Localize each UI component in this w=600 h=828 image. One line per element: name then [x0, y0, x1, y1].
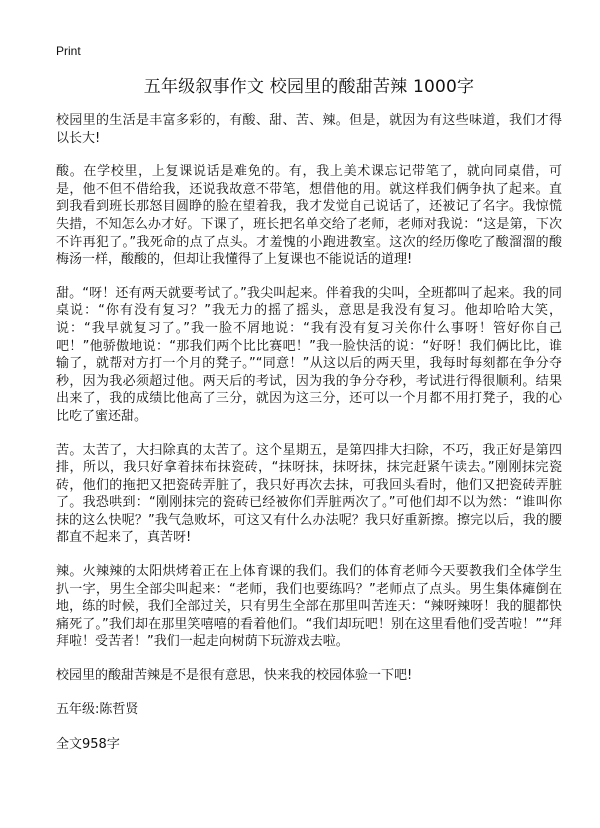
author-line: 五年级:陈哲贤 [56, 701, 139, 717]
word-count: 全文958字 [56, 736, 120, 752]
paragraph-intro: 校园里的生活是丰富多彩的，有酸、甜、苦、辣。但是，就因为有这些味道，我们才得以长大! [56, 113, 562, 146]
paragraph-conclusion: 校园里的酸甜苦辣是不是很有意思，快来我的校园体验一下吧! [56, 668, 413, 684]
article-title: 五年级叙事作文 校园里的酸甜苦辣 1000字 [143, 77, 475, 97]
paragraph-sour: 酸。在学校里，上复课说话是难免的。有，我上美术课忘记带笔了，就向同桌借，可是，他不但不借给我，还说我故意不带笔，想借他的用。就这样我们俩争执了起来。直到我看到班长那怒目圆睁的脸在望着我，我才发觉自己说话了，还被记了名字。我惊慌失措，不知怎么办才好。下课了，班长把名单交给了老师，老师对我说：“这是第，下次不许再犯了。”我死命的点了点头。才羞愧的小跑进教室。这次的经历像吃了酸溜溜的酸梅汤一样，酸酸的，但却让我懂得了上复课也不能说话的道理! [56, 164, 562, 268]
paragraph-bitter: 苦。太苦了，大扫除真的太苦了。这个星期五，是第四排大扫除，不巧，我正好是第四排，所以，我只好拿着抹布抹瓷砖，“抹呀抹，抹呀抹，抹完赶紧午读去。”刚刚抹完瓷砖，他们的拖把又把瓷砖弄脏了，我只好再次去抹，可我回头看时，他们又把瓷砖弄脏了。我恐哄到：“刚刚抹完的瓷砖已经被你们弄脏两次了。”可他们却不以为然：“谁叫你抹的这么快呢？”我气急败坏，可这又有什么办法呢？我只好重新擦。擦完以后，我的腰都直不起来了，真苦呀! [56, 442, 562, 546]
paragraph-spicy: 辣。火辣辣的太阳烘烤着正在上体育课的我们。我们的体育老师今天要教我们全体学生扒一字，男生全部尖叫起来：“老师，我们也要练吗？”老师点了点头。男生集体瘫倒在地，练的时候，我们全部过关，只有男生全部在那里叫苦连天：“辣呀辣呀！我的腿都快痛死了。”我们却在那里笑嘻嘻的看着他们。“我们却玩吧！别在这里看他们受苦啦！”“拜拜啦！受苦者！”我们一起走向树荫下玩游戏去啦。 [56, 564, 562, 650]
paragraph-sweet: 甜。“呀！还有两天就要考试了。”我尖叫起来。伴着我的尖叫，全班都叫了起来。我的同桌说：“你有没有复习？”我无力的摇了摇头，意思是我没有复习。他却哈哈大笑，说：“我早就复习了。”我一脸不屑地说：“我有没有复习关你什么事呀！管好你自己吧！”他骄傲地说：“那我们两个比比赛吧！”我一脸快活的说：“好呀！我们俩比比，谁输了，就帮对方打一个月的凳子。”“同意！”从这以后的两天里，我每时每刻都在争分夺秒，因为我必须超过他。两天后的考试，因为我的争分夺秒，考试进行得很顺利。结果出来了，我的成绩比他高了三分，就因为这三分，还可以一个月都不用打凳子，我的心比吃了蜜还甜。 [56, 285, 562, 424]
print-link[interactable]: Print [56, 44, 81, 58]
